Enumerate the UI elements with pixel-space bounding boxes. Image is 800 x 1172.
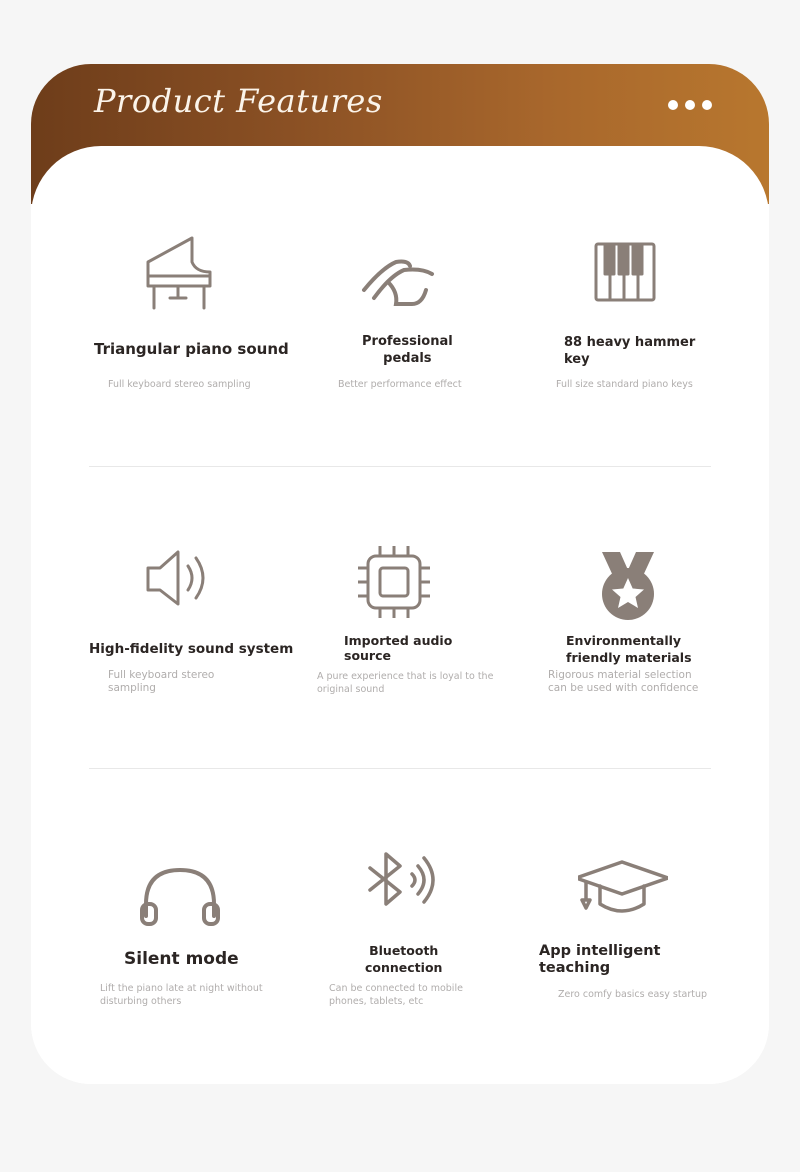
piano-keys-icon <box>580 232 670 322</box>
row-divider <box>89 768 711 769</box>
feature-title: Triangular piano sound <box>94 340 289 358</box>
feature-desc: A pure experience that is loyal to the original sound <box>317 671 494 695</box>
feature-desc: Full size standard piano keys <box>556 379 693 390</box>
feature-desc: Better performance effect <box>338 379 462 390</box>
feature-title: Silent mode <box>124 949 239 969</box>
bluetooth-icon <box>360 844 450 934</box>
feature-title: Imported audio source <box>344 633 453 663</box>
row-divider <box>89 466 711 467</box>
feature-title: Bluetooth connection <box>365 943 443 975</box>
more-options-icon[interactable] <box>668 100 716 116</box>
feature-desc: Full keyboard stereo sampling <box>108 379 251 390</box>
feature-title: App intelligent teaching <box>539 943 661 976</box>
feature-title: Environmentally friendly materials <box>566 633 692 665</box>
speaker-icon <box>134 534 224 624</box>
feature-desc: Rigorous material selection can be used with confidence <box>548 669 699 694</box>
grand-piano-icon <box>134 232 224 322</box>
chip-icon <box>350 538 440 628</box>
feature-title: Professional pedals <box>362 334 453 366</box>
graduation-cap-icon <box>578 848 668 938</box>
feature-desc: Can be connected to mobile phones, tablets, etc <box>329 983 463 1007</box>
feature-title: 88 heavy hammer key <box>564 335 696 367</box>
feature-desc: Full keyboard stereo sampling <box>108 669 215 694</box>
page-title: Product Features <box>94 82 383 120</box>
feature-title: High-fidelity sound system <box>89 641 294 657</box>
medal-icon <box>584 548 674 638</box>
feature-desc: Lift the piano late at night without disturbing others <box>100 983 263 1007</box>
pedals-icon <box>352 240 442 330</box>
headphones-icon <box>134 858 224 948</box>
feature-desc: Zero comfy basics easy startup <box>558 989 708 1000</box>
